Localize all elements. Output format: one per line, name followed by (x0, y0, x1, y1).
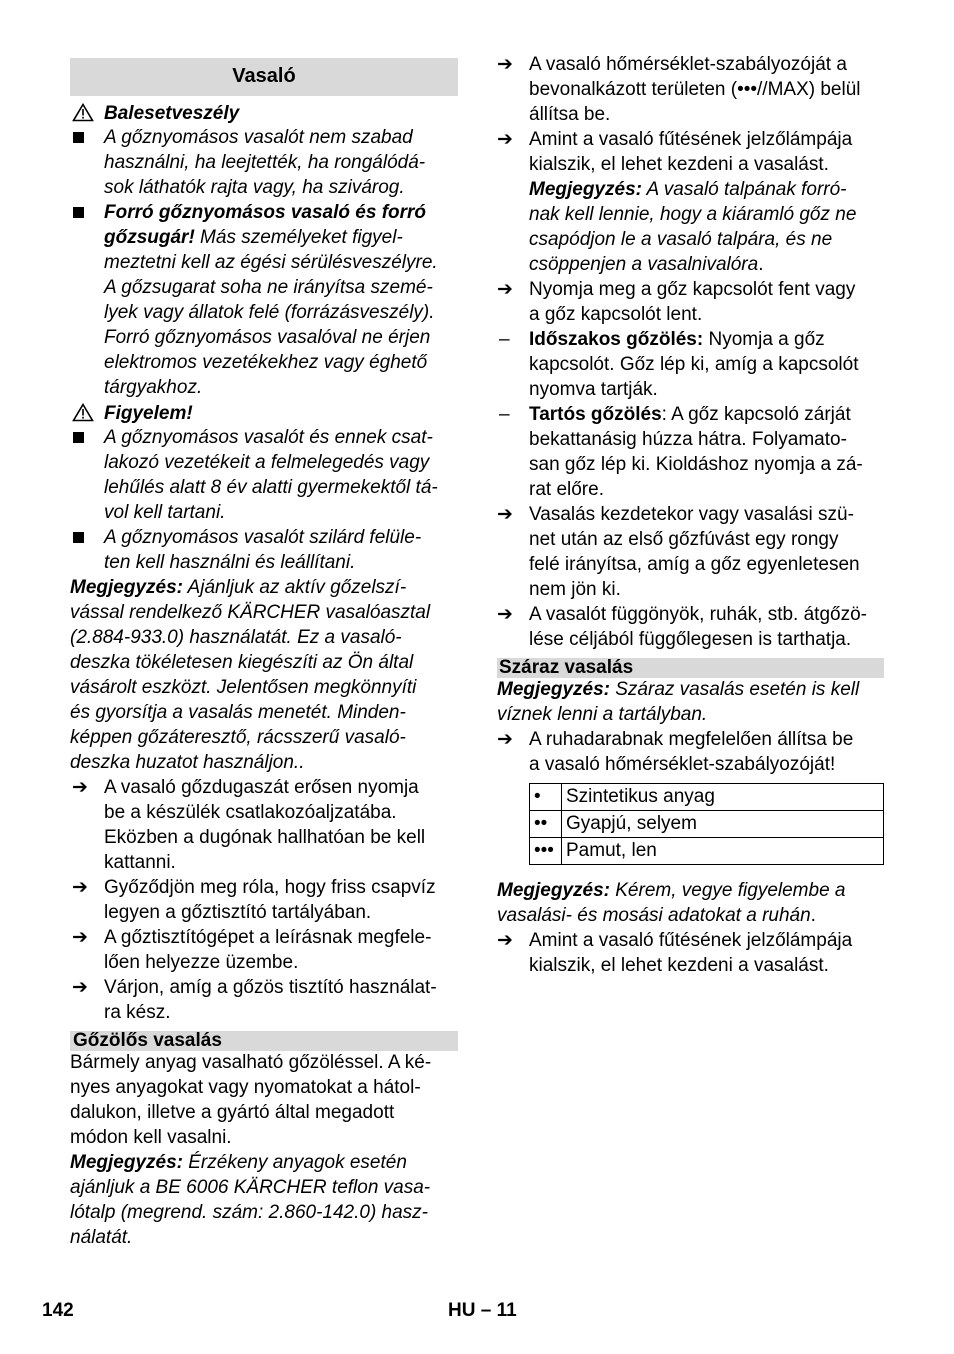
arrow-icon: ➔ (497, 930, 513, 951)
warning-text-line: A gőznyomásos vasalót és ennek csat- (104, 427, 433, 448)
note-text: A vasaló talpának forró- (641, 179, 847, 200)
note-line: vással rendelkező KÄRCHER vasalóasztal (70, 602, 431, 623)
note-line: vásárolt eszközt. Jelentősen megkönnyíti (70, 677, 417, 698)
bullet-square (73, 532, 84, 543)
step-line: A vasaló hőmérséklet-szabályozóját a (529, 54, 847, 75)
step-line: felé irányítsa, amíg a gőz egyenletesen (529, 554, 860, 575)
subsection-title-gozolos-vasalas: Gőzölős vasalás (73, 1030, 222, 1051)
dash-bullet: – (499, 404, 510, 425)
warning-text-line: A gőzsugarat soha ne irányítsa szemé- (104, 277, 433, 298)
step-line: Várjon, amíg a gőzös tisztító használat- (104, 977, 437, 998)
note-text: Érzékeny anyagok esetén (182, 1152, 407, 1173)
step-line: A gőztisztítógépet a leírásnak megfele- (104, 927, 432, 948)
section-title-vasalo: Vasaló (232, 65, 296, 87)
note-line (497, 677, 859, 702)
step-line: A vasalót függönyök, ruhák, stb. átgőzö- (529, 604, 867, 625)
note-period: . (758, 254, 764, 275)
note-line: csapódjon le a vasaló talpára, és ne (529, 229, 833, 250)
arrow-icon: ➔ (497, 54, 513, 75)
warning-text-line: ten kell használni és leállítani. (104, 552, 356, 573)
note-line (70, 575, 406, 600)
step-line: kapcsolót. Gőz lép ki, amíg a kapcsolót (529, 354, 859, 375)
note-line: deszka tökéletesen kiegészíti az Ön által (70, 652, 414, 673)
dash-bullet: – (499, 329, 510, 350)
arrow-icon: ➔ (497, 604, 513, 625)
step-line: ra kész. (104, 1002, 171, 1023)
step-line: lése céljából függőlegesen is tarthatja. (529, 629, 852, 650)
bullet-square (73, 432, 84, 443)
step-line: Eközben a dugónak hallhatóan be kell (104, 827, 426, 848)
note-text: Ajánljuk az aktív gőzelszí- (182, 577, 407, 598)
step-line: kattanni. (104, 852, 176, 873)
step-line (529, 402, 851, 427)
step-line: A ruhadarabnak megfelelően állítsa be (529, 729, 854, 750)
page-number: 142 (42, 1300, 74, 1321)
table-cell-label: Gyapjú, selyem (562, 811, 884, 838)
step-line: nem jön ki. (529, 579, 621, 600)
note-line: képpen gőzáteresztő, rácsszerű vasaló- (70, 727, 406, 748)
table-row (530, 784, 884, 811)
page-code: HU – 11 (448, 1300, 517, 1321)
table-cell-label: Szintetikus anyag (562, 784, 884, 811)
note-line: nálatát. (70, 1227, 133, 1248)
warning-bold-inline: gőzsugár! (104, 227, 195, 248)
warning-bold-line: Forró gőznyomásos vasaló és forró (104, 202, 427, 223)
note-text: csöppenjen a vasalnivalóra (529, 254, 759, 275)
warning-heading-balesetveszely: Balesetveszély (104, 103, 240, 124)
warning-text-line: vol kell tartani. (104, 502, 226, 523)
table-cell-dots: •• (530, 811, 562, 838)
note-line (497, 903, 816, 928)
step-line: Győződjön meg róla, hogy friss csapvíz (104, 877, 436, 898)
warning-heading-figyelem: Figyelem! (104, 403, 193, 424)
note-label: Megjegyzés: (70, 577, 183, 598)
paragraph-line: Bármely anyag vasalható gőzöléssel. A ké- (70, 1052, 432, 1073)
step-line: a vasaló hőmérséklet-szabályozóját! (529, 754, 836, 775)
step-line: nyomva tartják. (529, 379, 658, 400)
warning-text-line: tárgyakhoz. (104, 377, 203, 398)
warning-text-line (104, 225, 403, 250)
warning-text-line: lakozó vezetékeit a felmelegedés vagy (104, 452, 430, 473)
step-line: A vasaló gőzdugaszát erősen nyomja (104, 777, 419, 798)
arrow-icon: ➔ (72, 977, 88, 998)
step-line: san gőz lép ki. Kioldáshoz nyomja a zá- (529, 454, 863, 475)
table-cell-dots: • (530, 784, 562, 811)
warning-triangle-icon (72, 103, 94, 122)
temperature-table (529, 783, 884, 865)
option-label: Tartós gőzölés (529, 404, 662, 425)
warning-text-line: meztetni kell az égési sérülésveszélyre. (104, 252, 438, 273)
arrow-icon: ➔ (497, 129, 513, 150)
bullet-square (73, 132, 84, 143)
note-line: és gyorsítja a vasalás menetét. Minden- (70, 702, 406, 723)
paragraph-line: dalukon, illetve a gyártó által megadott (70, 1102, 395, 1123)
arrow-icon: ➔ (497, 279, 513, 300)
warning-text-line: elektromos vezetékekhez vagy éghető (104, 352, 428, 373)
note-line: deszka huzatot használjon.. (70, 752, 305, 773)
note-text: Száraz vasalás esetén is kell (609, 679, 860, 700)
step-line: net után az első gőzfúvást egy rongy (529, 529, 839, 550)
note-label: Megjegyzés: (70, 1152, 183, 1173)
table-row (530, 811, 884, 838)
step-line: Nyomja meg a gőz kapcsolót fent vagy (529, 279, 856, 300)
arrow-icon: ➔ (497, 504, 513, 525)
step-line: be a készülék csatlakozóaljzatába. (104, 802, 397, 823)
note-line (529, 252, 764, 277)
arrow-icon: ➔ (72, 927, 88, 948)
step-line: rat előre. (529, 479, 604, 500)
note-line: ajánljuk a BE 6006 KÄRCHER teflon vasa- (70, 1177, 431, 1198)
table-cell-dots: ••• (530, 838, 562, 865)
step-line: kialszik, el lehet kezdeni a vasalást. (529, 955, 829, 976)
arrow-icon: ➔ (72, 777, 88, 798)
warning-text-line: lehűlés alatt 8 év alatti gyermekektől tá- (104, 477, 438, 498)
step-line: állítsa be. (529, 104, 611, 125)
bullet-square (73, 207, 84, 218)
note-line (70, 1150, 407, 1175)
paragraph-line: módon kell vasalni. (70, 1127, 232, 1148)
warning-text-line: használni, ha leejtették, ha rongálódá- (104, 152, 426, 173)
step-line: lően helyezze üzembe. (104, 952, 299, 973)
subsection-title-szaraz-vasalas: Száraz vasalás (499, 657, 634, 678)
warning-triangle-icon (72, 403, 94, 422)
warning-text-line: lyek vagy állatok felé (forrázásveszély). (104, 302, 435, 323)
note-period: . (810, 905, 816, 926)
step-line: Amint a vasaló fűtésének jelzőlámpája (529, 930, 853, 951)
note-line (529, 177, 847, 202)
note-label: Megjegyzés: (497, 679, 610, 700)
paragraph-line: nyes anyagokat vagy nyomatokat a hátol- (70, 1077, 421, 1098)
warning-text-line: Forró gőznyomásos vasalóval ne érjen (104, 327, 431, 348)
step-line (529, 327, 825, 352)
step-line: bevonalkázott területen (•••//MAX) belül (529, 79, 861, 100)
note-label: Megjegyzés: (529, 179, 642, 200)
note-text: vasalási- és mosási adatokat a ruhán (497, 905, 811, 926)
warning-text-line: A gőznyomásos vasalót szilárd felüle- (104, 527, 422, 548)
step-line: Amint a vasaló fűtésének jelzőlámpája (529, 129, 853, 150)
note-label: Megjegyzés: (497, 880, 610, 901)
note-line: (2.884-933.0) használatát. Ez a vasaló- (70, 627, 402, 648)
warning-text-line: A gőznyomásos vasalót nem szabad (104, 127, 413, 148)
option-text: Nyomja a gőz (703, 329, 825, 350)
step-line: bekattanásig húzza hátra. Folyamato- (529, 429, 847, 450)
note-line: lótalp (megrend. szám: 2.860-142.0) hasz- (70, 1202, 429, 1223)
warning-inline-text: Más személyeket figyel- (194, 227, 403, 248)
step-line: Vasalás kezdetekor vagy vasalási szü- (529, 504, 854, 525)
table-cell-label: Pamut, len (562, 838, 884, 865)
arrow-icon: ➔ (497, 729, 513, 750)
note-line (497, 878, 846, 903)
arrow-icon: ➔ (72, 877, 88, 898)
step-line: kialszik, el lehet kezdeni a vasalást. (529, 154, 829, 175)
note-text: Kérem, vegye figyelembe a (609, 880, 846, 901)
step-line: a gőz kapcsolót lent. (529, 304, 703, 325)
note-line: nak kell lennie, hogy a kiáramló gőz ne (529, 204, 857, 225)
note-line: víznek lenni a tartályban. (497, 704, 708, 725)
option-text: : A gőz kapcsoló zárját (661, 404, 851, 425)
table-row (530, 838, 884, 865)
warning-text-line: sok láthatók rajta vagy, ha szivárog. (104, 177, 405, 198)
option-label: Időszakos gőzölés: (529, 329, 704, 350)
step-line: legyen a gőztisztító tartályában. (104, 902, 372, 923)
